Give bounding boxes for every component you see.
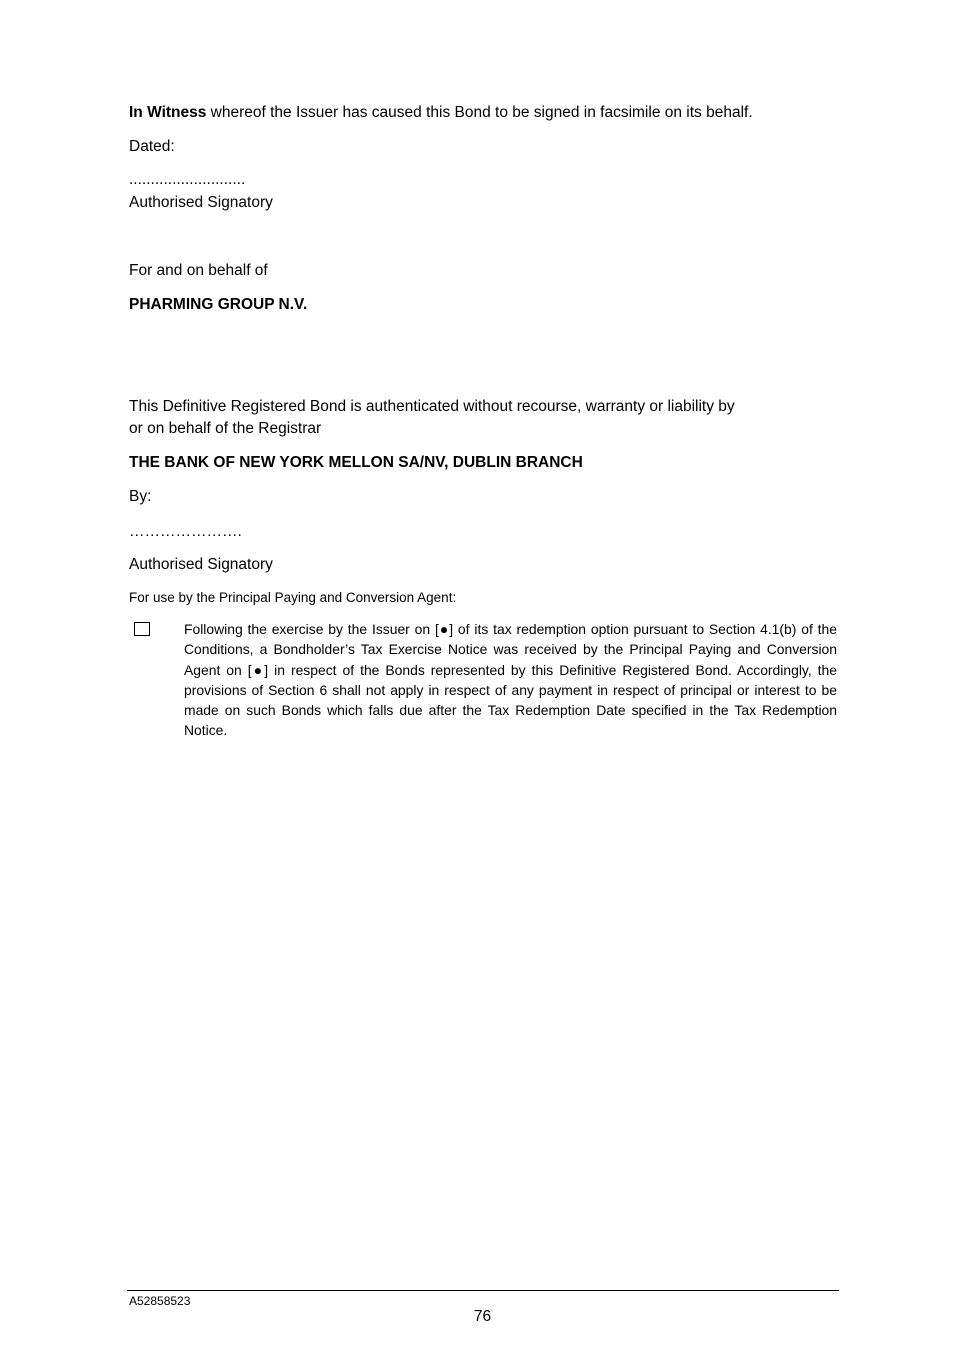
authentication-line-1: This Definitive Registered Bond is authenticated without recourse, warranty or liability by: [129, 398, 735, 415]
issuer-signatory-label: Authorised Signatory: [129, 194, 273, 211]
witness-lead: In Witness: [129, 104, 207, 121]
witness-text: whereof the Issuer has caused this Bond to be signed in facsimile on its behalf.: [206, 104, 753, 121]
authentication-line-2: or on behalf of the Registrar: [129, 420, 322, 437]
registrar-signatory-label: Authorised Signatory: [129, 556, 273, 573]
footer-divider: [127, 1290, 839, 1291]
witness-clause: [129, 102, 753, 124]
registrar-name: THE BANK OF NEW YORK MELLON SA/NV, DUBLIN BRANCH: [129, 454, 583, 471]
issuer-signature-line: ...........................: [129, 171, 246, 188]
registrar-signature-line: ………………….: [129, 523, 242, 540]
issuer-behalf-label: For and on behalf of: [129, 262, 268, 279]
dated-label: Dated:: [129, 138, 175, 155]
authentication-statement: [129, 396, 789, 440]
agent-heading: For use by the Principal Paying and Conversion Agent:: [129, 590, 457, 605]
document-reference: A52858523: [129, 1294, 191, 1308]
page-number: 76: [473, 1308, 492, 1325]
tax-redemption-checkbox[interactable]: [134, 622, 150, 636]
issuer-name: PHARMING GROUP N.V.: [129, 296, 308, 313]
tax-redemption-notice: Following the exercise by the Issuer on [●] of its tax redemption option pursuant to Section 4.1(b) of the Conditions, a Bondholder’s Tax Exercise Notice was received by the Principal Paying and Conversion Agent on [●] in respect of the Bonds represented by this Definitive Registered Bond. Accordingly, the provisions of Section 6 shall not apply in respect of any payment in respect of principal or interest to be made on such Bonds which falls due after the Tax Redemption Date specified in the Tax Redemption Notice.: [184, 621, 837, 739]
registrar-by-label: By:: [129, 488, 152, 505]
